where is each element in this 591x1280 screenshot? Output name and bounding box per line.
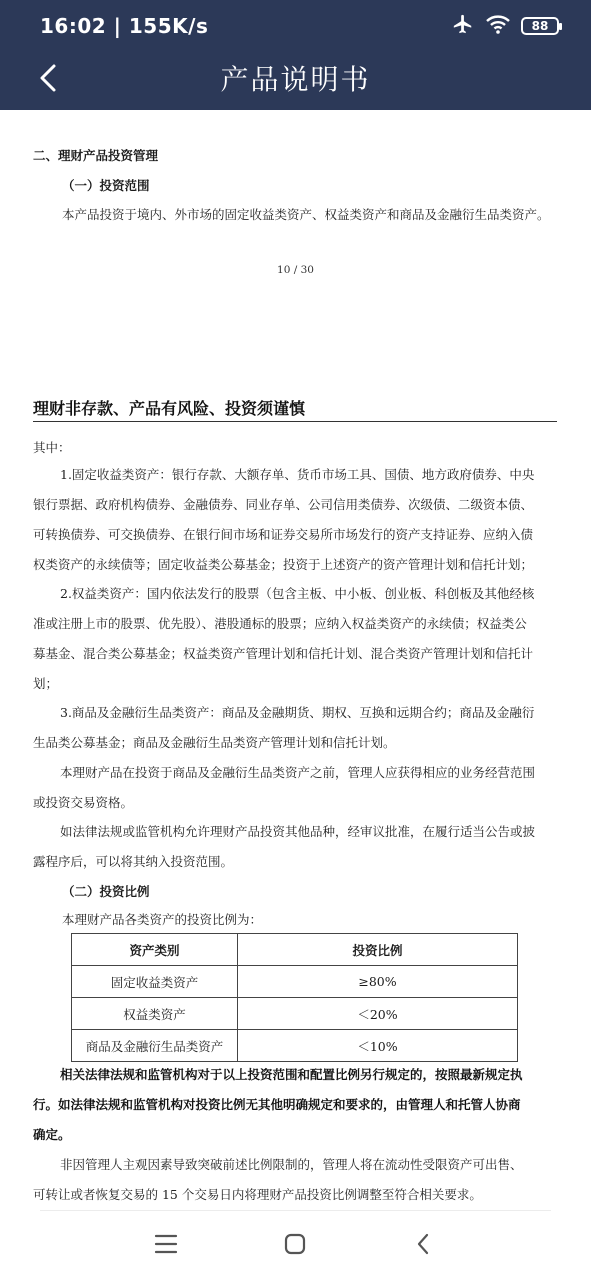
text-line: 3.商品及金融衍生品类资产：商品及金融期货、期权、互换和远期合约；商品及金融衍 [60, 705, 535, 720]
item-derivatives [33, 698, 559, 758]
text-line: 准或注册上市的股票、优先股）、港股通标的股票；应纳入权益类资产的永续债；权益类公 [33, 616, 527, 631]
text-line: 1.固定收益类资产：银行存款、大额存单、货币市场工具、国债、地方政府债券、中央 [60, 467, 535, 482]
top-bar [0, 0, 591, 110]
table-header-row [72, 934, 518, 966]
back-icon[interactable] [410, 1230, 438, 1258]
column-header: 投资比例 [238, 934, 518, 966]
status-time: 16:02 | 155K/s [40, 14, 209, 38]
table-cell: 固定收益类资产 [72, 966, 238, 998]
subsection-heading-ratio: （二）投资比例 [62, 884, 150, 899]
status-bar [0, 0, 591, 52]
battery-level: 88 [531, 19, 549, 33]
banner-divider [33, 421, 557, 422]
airplane-icon [451, 13, 475, 39]
text-line: 确定。 [33, 1127, 71, 1142]
text-line: 可转换债券、可交换债券、在银行间市场和证券交易所市场发行的资产支持证券、应纳入债 [33, 527, 534, 542]
intro-text: 其中： [33, 440, 71, 455]
paragraph-qualification [33, 758, 559, 818]
system-nav-bar [0, 1210, 591, 1280]
item-equity [33, 579, 559, 699]
column-header: 资产类别 [72, 934, 238, 966]
wifi-icon [485, 14, 511, 38]
text-line: 本理财产品在投资于商品及金融衍生品类资产之前，管理人应获得相应的业务经营范围 [60, 765, 536, 780]
text-line: 2.权益类资产：国内依法发行的股票（包含主板、中小板、创业板、科创板及其他经核 [60, 586, 535, 601]
item-fixed-income [33, 460, 559, 580]
text-line: 如法律法规或监管机构允许理财产品投资其他品种，经审议批准，在履行适当公告或披 [60, 824, 536, 839]
text-line: 权类资产的永续债等；固定收益类公募基金；投资于上述资产的资产管理计划和信托计划； [33, 557, 534, 572]
table-cell: ＜10% [238, 1030, 518, 1062]
regulation-note [33, 1060, 559, 1150]
scope-paragraph: 本产品投资于境内、外市场的固定收益类资产、权益类资产和商品及金融衍生品类资产。 [62, 207, 550, 222]
text-line: 或投资交易资格。 [33, 795, 134, 810]
text-line: 银行票据、政府机构债券、金融债券、同业存单、公司信用类债券、次级债、二级资本债、 [33, 497, 534, 512]
nav-row [0, 52, 591, 110]
divider [40, 1210, 551, 1211]
home-icon[interactable] [281, 1230, 309, 1258]
page-title: 产品说明书 [220, 63, 371, 96]
battery-icon [521, 17, 559, 35]
table-cell: ＜20% [238, 998, 518, 1030]
table-row [72, 966, 518, 998]
document-viewer[interactable] [0, 110, 591, 1210]
text-line: 露程序后，可以将其纳入投资范围。 [33, 854, 234, 869]
text-line: 募基金、混合类公募基金；权益类资产管理计划和信托计划、混合类资产管理计划和信托计 [33, 646, 534, 661]
table-row [72, 998, 518, 1030]
text-line: 行。如法律法规和监管机构对投资比例无其他明确规定和要求的，由管理人和托管人协商 [33, 1097, 521, 1112]
status-icons [451, 14, 559, 38]
text-line: 相关法律法规和监管机构对于以上投资范围和配置比例另行规定的，按照最新规定执 [60, 1067, 523, 1082]
paragraph-adjustment [33, 1150, 559, 1210]
table-row [72, 1030, 518, 1062]
text-line: 划； [33, 676, 59, 691]
table-cell: ≥80% [238, 966, 518, 998]
subsection-heading-scope: （一）投资范围 [62, 178, 150, 193]
table-cell: 商品及金融衍生品类资产 [72, 1030, 238, 1062]
risk-banner: 理财非存款、产品有风险、投资须谨慎 [33, 399, 306, 418]
table-cell: 权益类资产 [72, 998, 238, 1030]
section-heading: 二、理财产品投资管理 [33, 148, 159, 163]
text-line: 非因管理人主观因素导致突破前述比例限制的，管理人将在流动性受限资产可出售、 [60, 1157, 523, 1172]
paragraph-other-products [33, 817, 559, 877]
text-line: 生品类公募基金；商品及金融衍生品类资产管理计划和信托计划。 [33, 735, 396, 750]
text-line: 可转让或者恢复交易的 15 个交易日内将理财产品投资比例调整至符合相关要求。 [33, 1187, 482, 1202]
menu-icon[interactable] [152, 1230, 180, 1258]
allocation-table [71, 933, 518, 1062]
ratio-intro: 本理财产品各类资产的投资比例为： [62, 912, 263, 927]
page-number: 10 / 30 [277, 264, 314, 276]
